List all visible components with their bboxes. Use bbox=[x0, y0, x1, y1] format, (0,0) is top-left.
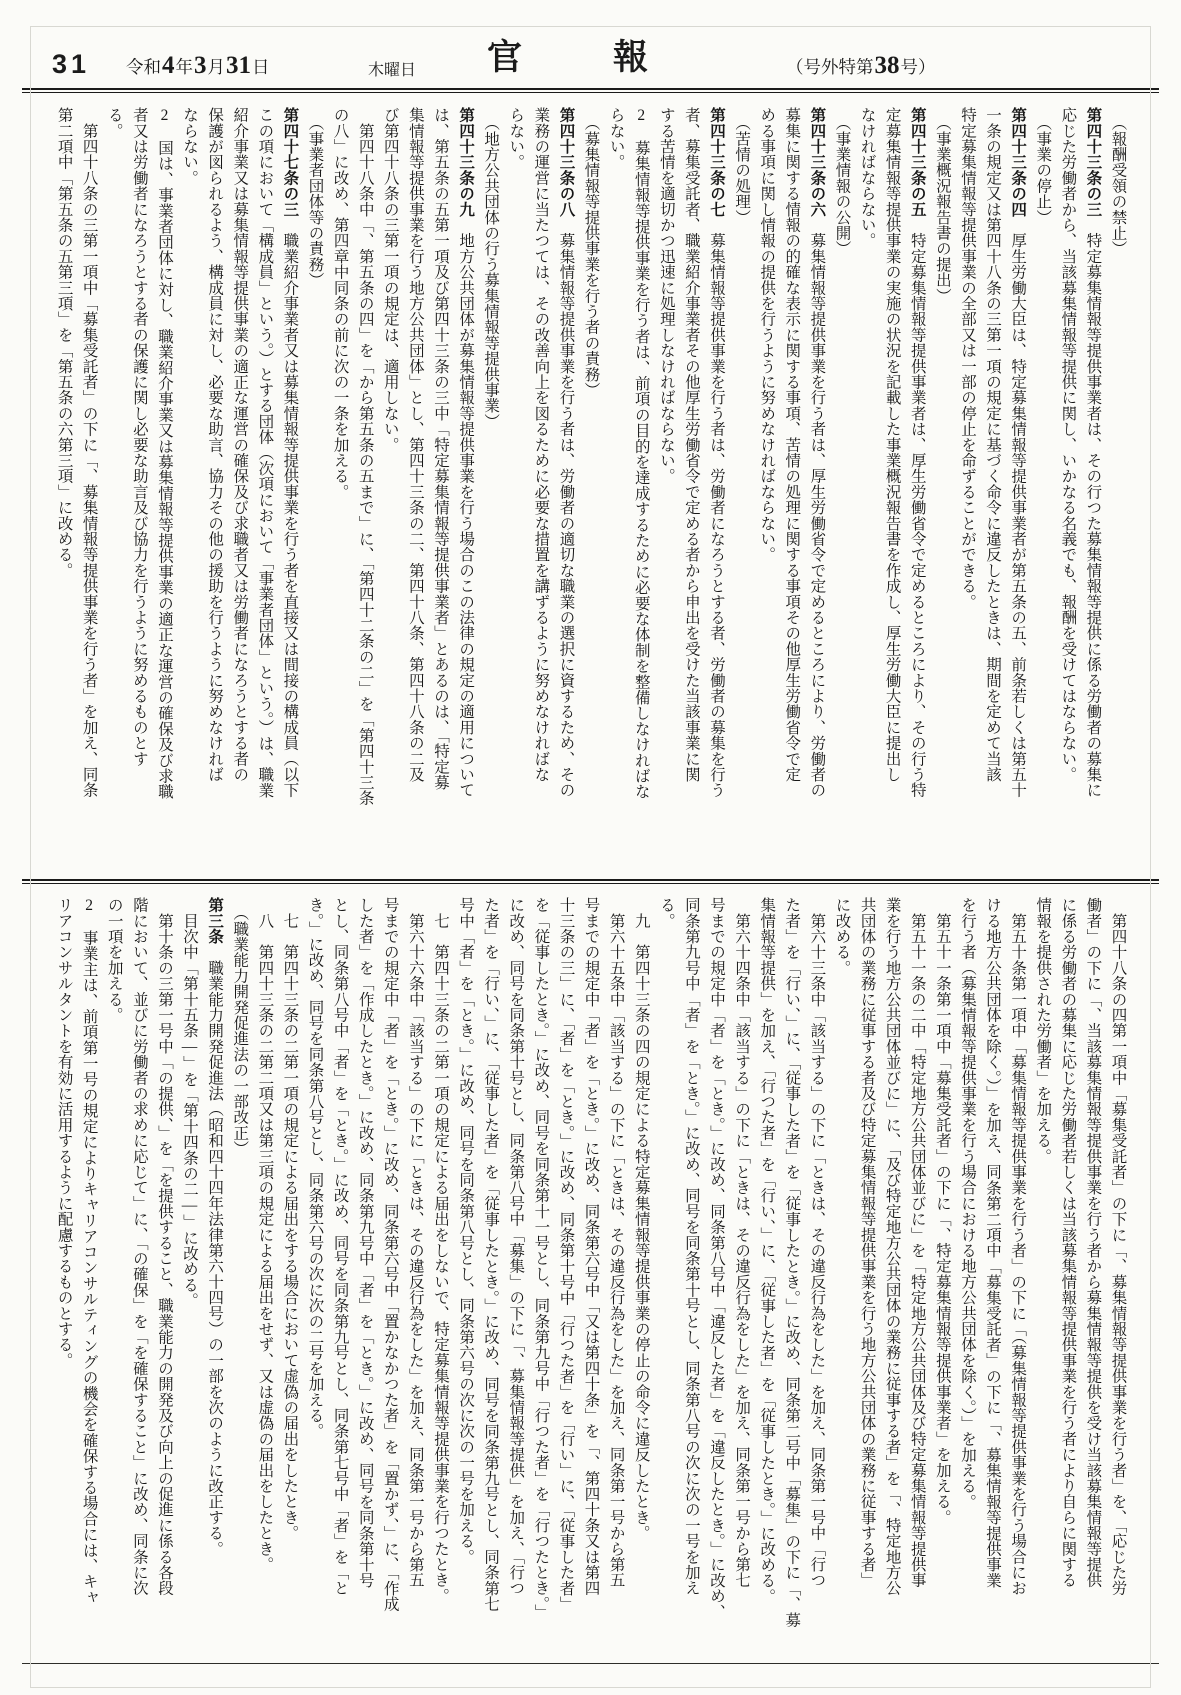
text-column: 集情報等提供事業を行う地方公共団体」とし、第四十三条の二、第四十八条、第四十八条の二及 bbox=[406, 107, 424, 783]
text-column: に係る労働者の募集に応じた労働者若しくは当該募集情報等提供事業を行う者により自らに関する bbox=[1059, 897, 1077, 1588]
text-column: 紹介事業又は募集情報等提供事業の適正な運営の確保及び求職者又は労働者になろうとする者の bbox=[231, 107, 249, 783]
text-column: 集情報等提供」を加え、「行つた者」を「行い、」に、「従事した者」を「従事したとき。」に改める。 bbox=[758, 897, 776, 1604]
text-column: 特定募集情報等提供事業の全部又は一部の停止を命ずることができる。 bbox=[958, 107, 976, 610]
text-column: 2 募集情報等提供事業を行う者は、前項の目的を達成するために必要な体制を整備しなければな bbox=[632, 107, 650, 800]
text-column: 号までの規定中「者」を「とき。」に改め、同条第八号中「違反した者」を「違反したとき。」に改め、 bbox=[708, 897, 725, 1620]
text-column: 者又は労働者になろうとする者の保護に関し必要な助言及び協力を行うように努めるものとす bbox=[130, 107, 148, 767]
text-column: 第四十三条の七 募集情報等提供事業を行う者は、労働者になろうとする者、労働者の募集を行う bbox=[708, 107, 725, 798]
issue-token: 号） bbox=[900, 57, 936, 77]
text-column: ける地方公共団体を除く。）」を加え、同条第二項中「募集受託者」の下に「、募集情報等提供事業 bbox=[984, 897, 1002, 1588]
article-number-bold: 第四十三条の八 bbox=[557, 107, 575, 217]
issue-date bbox=[126, 52, 270, 80]
text-column: この項において「構成員」という。）とする団体（次項において「事業者団体」という。）は、職業 bbox=[256, 107, 274, 798]
text-column: （事業者団体等の責務） bbox=[306, 107, 324, 288]
text-column: 第四十三条の六 募集情報等提供事業を行う者は、厚生労働省令で定めるところにより、労働者の bbox=[808, 107, 826, 798]
text-column: 2 国は、事業者団体に対し、職業紹介事業又は募集情報等提供事業の適正な運営の確保及び求職 bbox=[155, 107, 173, 800]
page-header bbox=[0, 0, 1181, 88]
text-column: 七 第四十三条の二第一項の規定による届出をする場合において虚偽の届出をしたとき。 bbox=[281, 897, 299, 1541]
law-text-upper-block bbox=[51, 107, 1131, 867]
text-column: 業を行う地方公共団体並びに」に、「及び特定地方公共団体の業務に従事する者」を「、特定地方公 bbox=[883, 897, 901, 1596]
article-number-bold: 第四十七条の三 bbox=[281, 107, 299, 217]
text-column: 定募集情報等提供事業の実施の状況を記載した事業概況報告書を作成し、厚生労働大臣に提出し bbox=[883, 107, 901, 783]
text-column: 第五十一条の二中「特定地方公共団体並びに」を「特定地方公共団体及び特定募集情報等提供事 bbox=[908, 897, 926, 1588]
text-column: る。 bbox=[657, 897, 675, 929]
text-column: き。」に改め、同号を同条第八号とし、同条第六号の次に次の二号を加える。 bbox=[306, 897, 324, 1439]
text-column: 第六十六条中「該当する」の下に「ときは、その違反行為をした」を加え、同条第一号から第五 bbox=[406, 897, 424, 1588]
text-column: （苦情の処理） bbox=[733, 107, 751, 225]
article-number-bold: 第四十三条の四 bbox=[1009, 107, 1027, 217]
text-column: 七 第四十三条の二第一項の規定による届出をしないで、特定募集情報等提供事業を行つたとき。 bbox=[431, 897, 449, 1604]
text-column: （地方公共団体の行う募集情報等提供事業） bbox=[482, 107, 500, 429]
header-rule bbox=[22, 88, 1159, 93]
text-column: 保護が図られるよう、構成員に対し、必要な助言、協力その他の援助を行うように努めなければ bbox=[206, 107, 224, 783]
text-column: た者」を「行い、」に、「従事した者」を「従事したとき。」に改め、同号を同条第九号とし、同条第七 bbox=[482, 897, 500, 1612]
date-token: 3 bbox=[194, 52, 207, 79]
text-column: は、第五条の五第一項及び第四十三条の三中「特定募集情報等提供事業者」とあるのは、「特定募 bbox=[431, 107, 449, 791]
text-column: 第六十五条中「該当する」の下に「ときは、その違反行為をした」を加え、同条第一号から第五 bbox=[607, 897, 625, 1588]
text-column: 号までの規定中「者」を「とき。」に改め、同条第六号中「置かなかつた者」を「置かず、」に、「作成 bbox=[381, 897, 399, 1612]
text-column: 第三条 職業能力開発促進法（昭和四十四年法律第六十四号）の一部を次のように改正する。 bbox=[206, 897, 224, 1557]
text-column: とし、同条第八号中「者」を「とき。」に改め、同号を同条第九号とし、同条第七号中「者」を「と bbox=[331, 897, 349, 1596]
text-column: に改め、同号を同条第十号とし、同条第八号中「募集」の下に「、募集情報等提供」を加え、「行つ bbox=[507, 897, 525, 1596]
date-token: 日 bbox=[252, 57, 270, 77]
bottom-rule bbox=[22, 1663, 1159, 1664]
text-column: 応じた労働者から、当該募集情報等提供に関し、いかなる名義でも、報酬を受けてはならない。 bbox=[1059, 107, 1077, 783]
text-column: 十三条の三」に、「者」を「とき。」に改め、同条第十号中「行つた者」を「行い」に、「従事した者」 bbox=[557, 897, 575, 1612]
text-column: た者」を「行い、」に、「従事した者」を「従事したとき。」に改め、同条第二号中「募集」の下に「、募 bbox=[783, 897, 801, 1628]
text-column: 第四十三条の八 募集情報等提供事業を行う者は、労働者の適切な職業の選択に資するため、その bbox=[557, 107, 575, 798]
text-column: 第六十三条中「該当する」の下に「ときは、その違反行為をした」を加え、同条第一号中「行つ bbox=[808, 897, 826, 1588]
text-column: 第四十八条中「、第五条の四」を「から第五条の五まで」に、「第四十二条の二」を「第四十三条 bbox=[356, 107, 374, 806]
text-column: （募集情報等提供事業を行う者の責務） bbox=[582, 107, 600, 398]
gazette-title: 官報 bbox=[487, 38, 740, 77]
text-column: の一項を加える。 bbox=[105, 897, 123, 1023]
text-column: した者」を「作成したとき。」に改め、同条第九号中「者」を「とき。」に改め、同号を同条第十号 bbox=[356, 897, 374, 1588]
text-column: 号までの規定中「者」を「とき。」に改め、同条第六号中「又は第四十条」を「、第四十条又は第四 bbox=[582, 897, 600, 1596]
text-column: 第四十三条の九 地方公共団体が募集情報等提供事業を行う場合のこの法律の規定の適用について bbox=[457, 107, 475, 798]
text-column: 八 第四十三条の二第二項又は第三項の規定による届出をせず、又は虚偽の届出をしたとき。 bbox=[256, 897, 274, 1573]
text-column: の八」に改め、第四章中同条の前に次の一条を加える。 bbox=[331, 107, 349, 500]
text-column: 第四十八条の三第一項中「募集受託者」の下に「、募集情報等提供事業を行う者」を加え、同条 bbox=[80, 107, 98, 798]
weekday-label: 木曜日 bbox=[368, 62, 417, 79]
text-column: める事項に関し情報の提供を行うように努めなければならない。 bbox=[758, 107, 776, 563]
text-column: 業務の運営に当たつては、その改善向上を図るために必要な措置を講ずるように努めなければな bbox=[532, 107, 550, 783]
text-column: らない。 bbox=[507, 107, 525, 170]
issue-number bbox=[786, 52, 936, 80]
text-column: 階において、並びに労働者の求めに応じて」に、「の確保」を「を確保すること」に改め、同条に次 bbox=[130, 897, 148, 1596]
text-column: 第五十条第一項中「募集情報等提供事業を行う者」の下に「（募集情報等提供事業を行う場合にお bbox=[1009, 897, 1027, 1596]
text-column: 第四十三条の四 厚生労働大臣は、特定募集情報等提供事業者が第五条の五、前条若しくは第五十 bbox=[1009, 107, 1027, 798]
text-column: 号中「者」を「とき。」に改め、同号を同条第八号とし、同条第六号の次に次の一号を加える。 bbox=[457, 897, 475, 1565]
text-column: 第四十三条の三 特定募集情報等提供事業者は、その行つた募集情報等提供に係る労働者の募集に bbox=[1084, 107, 1102, 798]
text-column: び第四十八条の三第一項の規定は、適用しない。 bbox=[381, 107, 399, 453]
issue-token: （号外特第 bbox=[786, 57, 874, 77]
article-number-bold: 第四十三条の三 bbox=[1084, 107, 1102, 217]
date-token: 4 bbox=[162, 52, 175, 79]
text-column: 第四十三条の五 特定募集情報等提供事業者は、厚生労働省令で定めるところにより、その行う特 bbox=[908, 107, 926, 798]
text-column: 同条第九号中「者」を「とき。」に改め、同号を同条第十号とし、同条第八号の次に次の一号を加え bbox=[682, 897, 700, 1596]
text-column: リアコンサルタントを有効に活用するように配慮するものとする。 bbox=[55, 897, 73, 1368]
text-column: 第四十八条の四第一項中「募集受託者」の下に「、募集情報等提供事業を行う者」を、「応じた労 bbox=[1109, 897, 1127, 1596]
text-column: （職業能力開発促進法の一部改正） bbox=[231, 897, 249, 1157]
article-number-bold: 第四十三条の七 bbox=[708, 107, 725, 217]
article-number-bold: 第四十三条の九 bbox=[457, 107, 475, 217]
text-column: （事業の停止） bbox=[1034, 107, 1052, 225]
text-column: 九 第四十三条の四の規定による特定募集情報等提供事業の停止の命令に違反したとき。 bbox=[632, 897, 650, 1541]
date-token: 31 bbox=[226, 52, 251, 79]
text-column: （事業概況報告書の提出） bbox=[933, 107, 951, 304]
article-number-bold: 第四十三条の五 bbox=[908, 107, 926, 217]
text-column: 第四十七条の三 職業紹介事業者又は募集情報等提供事業を行う者を直接又は間接の構成員（以下 bbox=[281, 107, 299, 798]
text-column: らない。 bbox=[607, 107, 625, 170]
law-text-lower-block bbox=[51, 897, 1131, 1657]
text-column: なければならない。 bbox=[858, 107, 876, 249]
text-column: 2 事業主は、前項第一号の規定によりキャリアコンサルティングの機会を確保する場合には、キャ bbox=[80, 897, 98, 1605]
text-column: 第二項中「第五条の五第三項」を「第五条の六第三項」に改める。 bbox=[55, 107, 73, 578]
text-column: 一条の規定又は第四十八条の三第一項の規定に基づく命令に違反したときは、期間を定めて当該 bbox=[984, 107, 1002, 783]
issue-token: 38 bbox=[874, 52, 900, 79]
text-column: （事業情報の公開） bbox=[833, 107, 851, 257]
text-column: を「従事したとき。」に改め、同号を同条第十一号とし、同条第九号中「行つた者」を「行つたとき。」 bbox=[532, 897, 550, 1620]
text-column: 共団体の業務に従事する者及び特定募集情報等提供事業を行う地方公共団体の業務に従事する者」 bbox=[858, 897, 876, 1588]
date-token: 年 bbox=[175, 57, 193, 77]
date-token: 月 bbox=[207, 57, 225, 77]
text-column: 第五十一条第一項中「募集受託者」の下に「、特定募集情報等提供事業者」を加える。 bbox=[933, 897, 951, 1525]
section-divider-rule bbox=[22, 879, 1159, 884]
text-column: ならない。 bbox=[181, 107, 199, 186]
text-column: する苦情を適切かつ迅速に処理しなければならない。 bbox=[657, 107, 675, 484]
text-column: に改める。 bbox=[833, 897, 851, 976]
article-number-bold: 第三条 bbox=[206, 897, 224, 945]
text-column: （報酬受領の禁止） bbox=[1109, 107, 1127, 257]
text-column: 情報を提供された労働者」を加える。 bbox=[1034, 897, 1052, 1164]
text-column: 働者」の下に「、当該募集情報等提供事業を行う者から募集情報等提供を受け当該募集情報等提供 bbox=[1084, 897, 1102, 1588]
date-token: 令和 bbox=[126, 57, 161, 77]
page-number: 31 bbox=[52, 49, 91, 79]
text-column: 者、募集受託者、職業紹介事業者その他厚生労働省令で定める者から申出を受けた当該事業に関 bbox=[682, 107, 700, 783]
text-column: 第十条の三第一号中「の提供、」を「を提供すること、職業能力の開発及び向上の促進に係る各段 bbox=[155, 897, 173, 1596]
text-column: る。 bbox=[105, 107, 123, 139]
article-number-bold: 第四十三条の六 bbox=[808, 107, 826, 217]
text-column: 第六十四条中「該当する」の下に「ときは、その違反行為をした」を加え、同条第一号から第七 bbox=[733, 897, 751, 1588]
text-column: を行う者（募集情報等提供事業を行う場合における地方公共団体を除く。）」を加える。 bbox=[958, 897, 976, 1510]
text-column: 目次中「第十五条―」を「第十四条の二―」に改める。 bbox=[181, 897, 199, 1309]
text-column: 募集に関する情報の的確な表示に関する事項、苦情の処理に関する事項その他厚生労働省令で定 bbox=[783, 107, 801, 783]
